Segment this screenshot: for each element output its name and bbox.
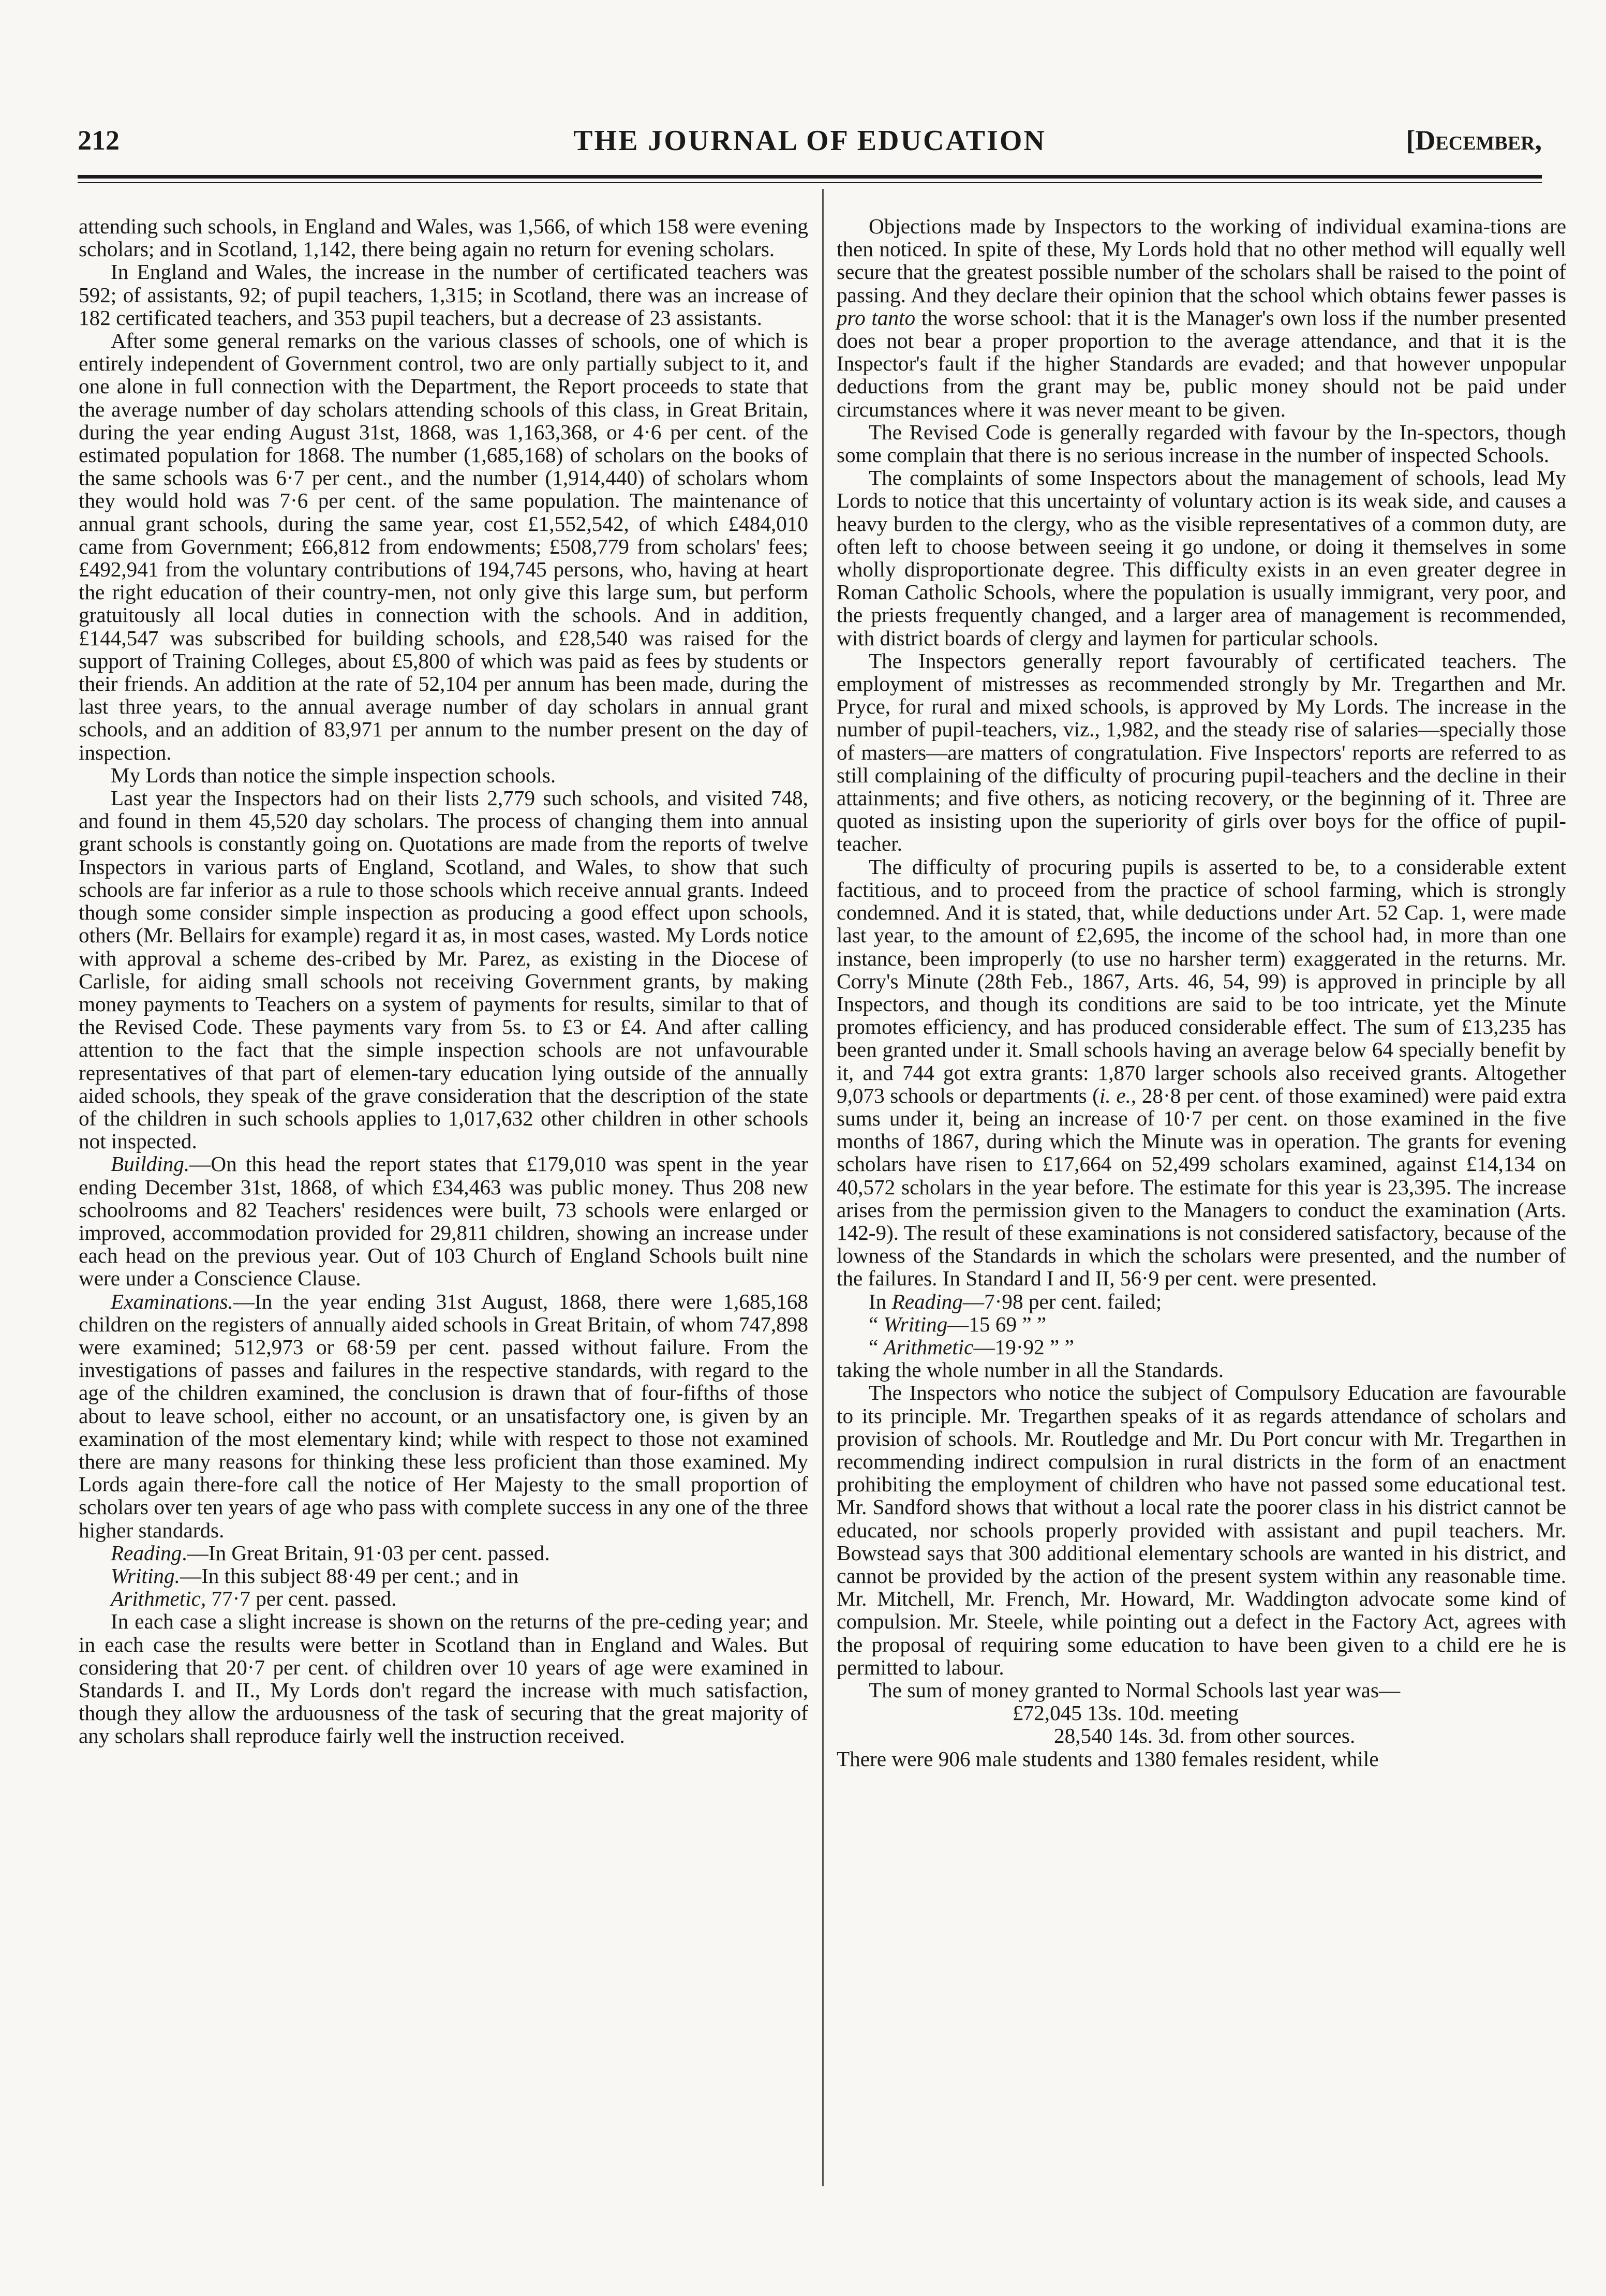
- left-paragraph-2: In England and Wales, the increase in the number of certificated teachers was 592; of assistants, 92; of pupil teachers, 1,315; in Scotland, there was an increase of 182 certificated teachers, and 353 pupil teachers, but a decrease of 23 assistants.: [79, 260, 808, 330]
- right-column: [837, 215, 1566, 1770]
- right-p5-end: , 28·8 per cent. of those examined) were paid extra sums under it, being an increase of 10·7 per cent. on those examined in the five months of 1867, during which the Minute was in operation. The grants for evening scholars have risen to £17,664 on 52,499 scholars examined, against £14,134 on 40,572 scholars in the year before. The estimate for this year is 23,395. The increase arises from the permission given to the Managers to conduct the examination (Arts. 142-9). The result of these examinations is not considered satisfactory, because of the lowness of the Standards in which the scholars were presented, and the number of the failures. In Standard I and II, 56·9 per cent. were presented.: [837, 1083, 1566, 1291]
- right-paragraph-1: [837, 215, 1566, 421]
- left-paragraph-5: Last year the Inspectors had on their lists 2,779 such schools, and visited 748, and found in them 45,520 day scholars. The process of changing them into annual grant schools is constantly going on. Quotations are made from the reports of twelve Inspectors in various parts of England, Scotland, and Wales, to show that such schools are far inferior as a rule to those schools which receive annual grants. Indeed though some consider simple inspection as producing a good effect upon schools, others (Mr. Bellairs for example) regard it as, in most cases, wasted. My Lords notice with approval a scheme des-cribed by Mr. Parez, as existing in the Diocese of Carlisle, for aiding small schools not receiving Government grants, by making money payments to Teachers on a system of payments for results, similar to that of the Revised Code. These payments vary from 5s. to £3 or £4. And after calling attention to the fact that the simple inspection schools are not unfavourable representatives of that part of elemen-tary education lying outside of the annually aided schools, they speak of the grave consideration that the description of the state of the children in such schools applies to 1,017,632 other children in other schools not inspected.: [79, 786, 808, 1153]
- building-text: —On this head the report states that £179,010 was spent in the year ending December 31st, 1868, of which £34,463 was public money. Thus 208 new schoolrooms and 82 Teachers' residences were built, 73 schools were enlarged or improved, accommodation provided for 29,811 children, showing an increase under each head on the previous year. Out of 103 Church of England Schools built nine were under a Conscience Clause.: [79, 1152, 808, 1291]
- examinations-paragraph: [79, 1290, 808, 1542]
- in-text: In: [869, 1289, 892, 1313]
- examinations-label: Examinations.: [111, 1289, 233, 1313]
- left-column: [79, 215, 808, 1747]
- right-p1-start: Objections made by Inspectors to the working of individual examina-tions are then noticed. In spite of these, My Lords hold that no other method will equally well secure that the greatest possible number of the scholars shall be raised to the point of passing. And they declare their opinion that the school which obtains fewer passes is: [837, 214, 1566, 307]
- building-label: Building.: [111, 1152, 190, 1176]
- header-rule-thin: [78, 182, 1542, 183]
- amount-line-1: £72,045 13s. 10d. meeting: [1013, 1701, 1239, 1725]
- examinations-text: —In the year ending 31st August, 1868, there were 1,685,168 children on the registers of annually aided schools in Great Britain, of whom 747,898 were examined; 512,973 or 68·59 per cent. passed without failure. From the investigations of passes and failures in the respective standards, with regard to the age of the children examined, the conclusion is drawn that of four-fifths of those about to leave school, either no account, or an unsatisfactory one, is given by an examination of the most elementary kind; while with respect to those not examined there are many reasons for thinking these less proficient than those examined. My Lords again there-fore call the notice of Her Majesty to the small proportion of scholars over ten years of age who pass with complete success in any one of the three higher standards.: [79, 1289, 808, 1542]
- left-paragraph-8: In each case a slight increase is shown on the returns of the pre-ceding year; and in each case the results were better in Scotland than in England and Wales. But considering that 20·7 per cent. of children over 10 years of age were examined in Standards I. and II., My Lords don't regard the increase with much satisfaction, though they allow the arduousness of the task of securing that the great majority of any scholars shall reproduce fairly well the instruction received.: [79, 1609, 808, 1748]
- left-paragraph-1: attending such schools, in England and Wales, was 1,566, of which 158 were evening scholars; and in Scotland, 1,142, there being again no return for evening scholars.: [79, 214, 808, 261]
- left-paragraph-3: After some general remarks on the various classes of schools, one of which is entirely independent of Government control, two are only partially subject to it, and one alone in full connection with the Department, the Report proceeds to state that the average number of day scholars attending schools of this class, in Great Britain, during the year ending August 31st, 1868, was 1,163,368, or 4·6 per cent. of the estimated population for 1868. The number (1,685,168) of scholars on the books of the same schools was 6·7 per cent., and the number (1,914,440) of scholars whom they would hold was 7·6 per cent. of the same population. The maintenance of annual grant schools, during the same year, cost £1,552,542, of which £484,010 came from Government; £66,812 from endowments; £508,779 from scholars' fees; £492,941 from the voluntary contributions of 194,745 persons, who, having at heart the right education of their country-men, not only give this large sum, but perform gratuitously all local duties in connection with the schools. And in addition, £144,547 was subscribed for building schools, and £28,540 was raised for the support of Training Colleges, about £5,800 of which was paid as fees by students or their friends. An addition at the rate of 52,104 per annum has been made, during the last three years, to the annual average number of day scholars in annual grant schools, and an addition of 83,971 per annum to the number present on the day of inspection.: [79, 329, 808, 764]
- right-paragraph-4: The Inspectors generally report favourably of certificated teachers. The employment of mistresses as recommended strongly by Mr. Tregarthen and Mr. Pryce, for rural and mixed schools, is approved by My Lords. The increase in the number of pupil-teachers, viz., 1,982, and the steady rise of salaries—specially those of masters—are matters of congratulation. Five Inspectors' reports are referred to as still complaining of the difficulty of procuring pupil-teachers and the decline in their attainments; and five others, as noticing recovery, or the beginning of it. Three are quoted as insisting upon the superiority of girls over boys for the office of pupil-teacher.: [837, 648, 1566, 856]
- ie-italic: i. e.: [1099, 1083, 1131, 1107]
- failed-arithmetic-text: —19·92 ” ”: [973, 1335, 1074, 1359]
- writing-text: —In this subject 88·49 per cent.; and in: [180, 1563, 519, 1588]
- page-header: [78, 124, 1542, 171]
- failed-writing-line: [837, 1313, 1566, 1336]
- writing-line: [79, 1564, 808, 1587]
- quote-mark-2: “: [869, 1335, 879, 1359]
- page-number: 212: [78, 125, 120, 156]
- issue-month: [1406, 124, 1542, 156]
- journal-title: THE JOURNAL OF EDUCATION: [573, 125, 1046, 157]
- right-paragraph-2: The Revised Code is generally regarded with favour by the In-spectors, though some complain that there is no serious increase in the number of inspected Schools.: [837, 420, 1566, 467]
- left-paragraph-4: My Lords than notice the simple inspection schools.: [111, 763, 556, 787]
- right-paragraph-6: The Inspectors who notice the subject of Compulsory Education are favourable to its principle. Mr. Tregarthen speaks of it as regards attendance of scholars and provision of schools. Mr. Routledge and Mr. Du Port concur with Mr. Tregarthen in recommending indirect compulsion in rural districts in the form of an enactment prohibiting the employment of children who have not passed some educational test. Mr. Sandford shows that without a local rate the poorer class in his district cannot be educated, nor schools properly provided with assistant and pupil teachers. Mr. Bowstead says that 300 additional elementary schools are wanted in his district, and cannot be provided by the action of the present system within any reasonable time. Mr. Mitchell, Mr. French, Mr. Howard, Mr. Waddington advocate some kind of compulsion. Mr. Steele, while pointing out a defect in the Factory Act, agrees with the proposal of requiring some education to have been given to a child ere he is permitted to labour.: [837, 1381, 1566, 1679]
- right-p5-start: The difficulty of procuring pupils is asserted to be, to a considerable extent factitious, and to proceed from the practice of school farming, which is strongly condemned. And it is stated, that, while deductions under Art. 52 Cap. 1, were made last year, to the amount of £2,695, the income of the school had, in more than one instance, been improperly (to use no harsher term) exaggerated in the returns. Mr. Corry's Minute (28th Feb., 1867, Arts. 46, 54, 99) is approved in principle by all Inspectors, and though its conditions are said to be too intricate, yet the Minute promotes efficiency, and has produced considerable effect. The sum of £13,235 has been granted under it. Small schools having an average below 64 specially benefit by it, and 744 got extra grants: 1,870 larger schools also received grants. Altogether 9,073 schools or departments (: [837, 854, 1566, 1107]
- reading-text: .—In Great Britain, 91·03 per cent. passed.: [182, 1540, 550, 1565]
- arithmetic-line: [79, 1587, 808, 1610]
- column-divider: [822, 189, 824, 2186]
- failed-writing-text: —15 69 ” ”: [947, 1312, 1047, 1336]
- right-paragraph-7: The sum of money granted to Normal Schools last year was—: [869, 1678, 1401, 1702]
- failed-reading-label: Reading: [891, 1289, 963, 1313]
- arithmetic-text: 77·7 per cent. passed.: [206, 1587, 397, 1611]
- failed-reading-text: —7·98 per cent. failed;: [962, 1289, 1162, 1313]
- issue-month-text: [December,: [1406, 125, 1542, 156]
- header-rule-thick: [78, 175, 1542, 179]
- taking-line: taking the whole number in all the Standards.: [837, 1358, 1224, 1382]
- failed-arithmetic-line: [837, 1336, 1566, 1358]
- amount-line-2: 28,540 14s. 3d. from other sources.: [1054, 1724, 1356, 1748]
- failed-writing-label: Writing: [883, 1312, 948, 1336]
- reading-label: Reading: [111, 1540, 182, 1565]
- right-p1-end: the worse school: that it is the Manager's own loss if the number presented does not bear a proper proportion to the average attendance, and that it is the Inspector's fault if the higher Standards are evaded; and that however unpopular deductions from the grant may be, public money should not be paid under circumstances where it was never meant to be given.: [837, 305, 1566, 421]
- failed-arithmetic-label: Arithmetic: [883, 1335, 974, 1359]
- pro-tanto: pro tanto: [837, 305, 916, 330]
- writing-label: Writing.: [111, 1563, 180, 1588]
- right-paragraph-5: [837, 855, 1566, 1290]
- arithmetic-label: Arithmetic,: [111, 1587, 206, 1611]
- right-paragraph-8: There were 906 male students and 1380 females resident, while: [837, 1746, 1379, 1771]
- quote-mark-1: “: [869, 1312, 879, 1336]
- right-paragraph-3: The complaints of some Inspectors about the management of schools, lead My Lords to notice that this uncertainty of voluntary action is its weak side, and causes a heavy burden to the clergy, who as the visible representatives of a common duty, are often left to choose between seeing it go undone, or doing it themselves in some wholly disproportionate degree. This difficulty exists in an even greater degree in Roman Catholic Schools, where the population is usually immigrant, very poor, and the priests frequently changed, and a larger area of management is recommended, with district boards of clergy and laymen for particular schools.: [837, 466, 1566, 650]
- failed-reading-line: [837, 1290, 1566, 1313]
- reading-line: [79, 1542, 808, 1564]
- building-paragraph: [79, 1152, 808, 1290]
